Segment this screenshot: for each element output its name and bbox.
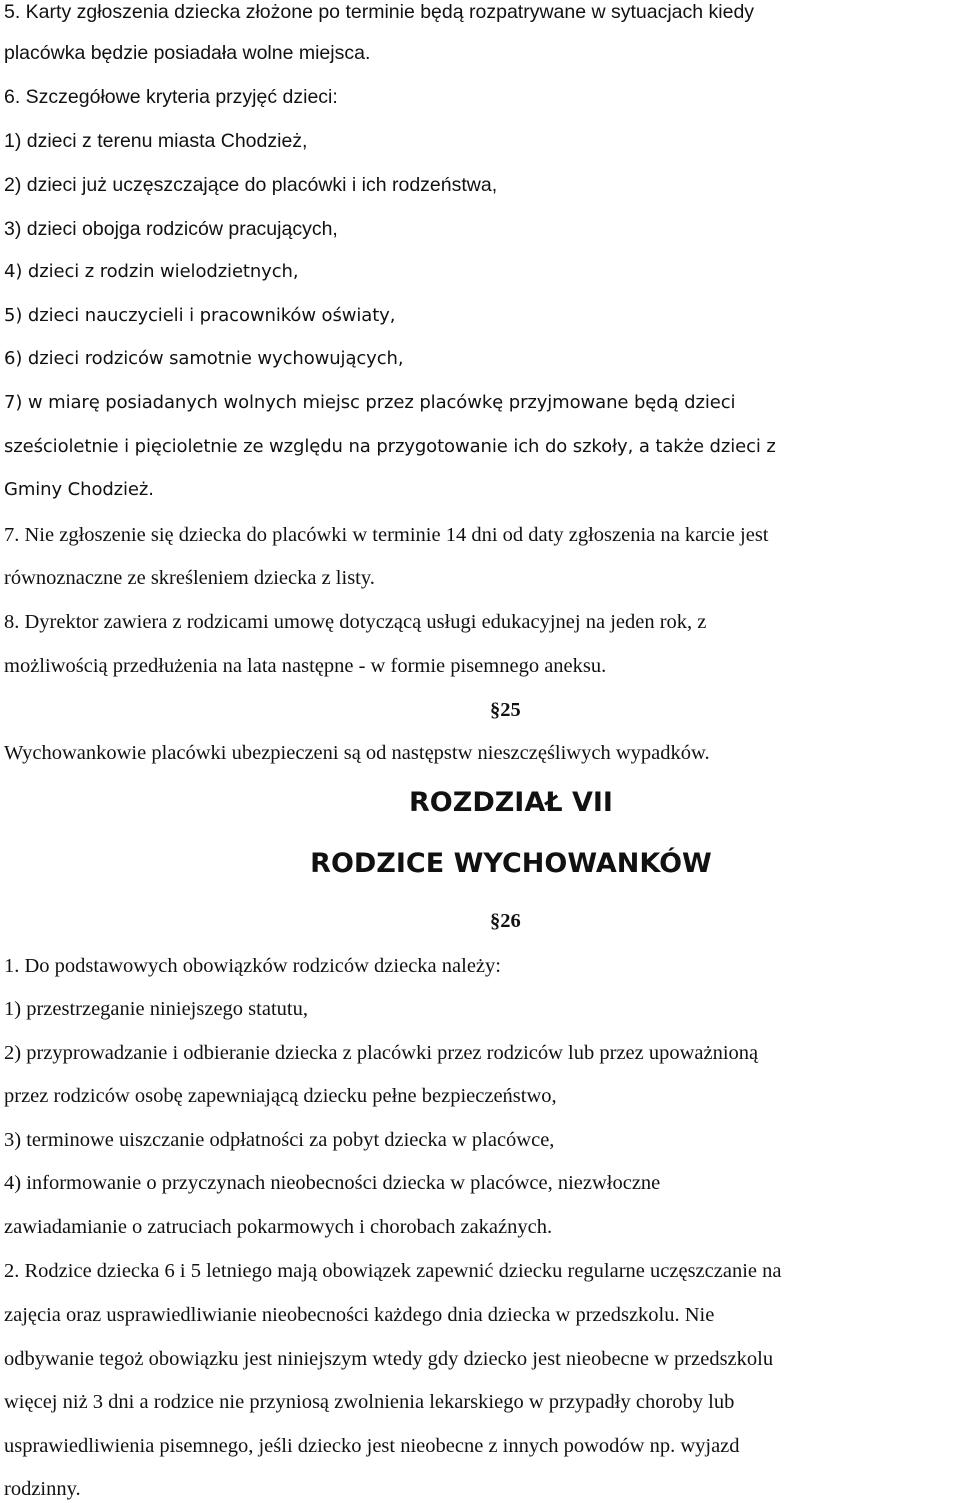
insurance-statement: Wychowankowie placówki ubezpieczeni są od następstw nieszczęśliwych wypadków. [4, 742, 710, 764]
section-26-point-2-line-5: usprawiedliwienia pisemnego, jeśli dziecko jest nieobecne z innych powodów np. wyjazd [4, 1435, 740, 1457]
duty-4-line-2: zawiadamianie o zatruciach pokarmowych i chorobach zakaźnych. [4, 1216, 553, 1238]
criterion-6: 6) dzieci rodziców samotnie wychowujących, [4, 348, 404, 369]
duty-4-line-1: 4) informowanie o przyczynach nieobecności dziecka w placówce, niezwłoczne [4, 1172, 661, 1194]
criterion-5: 5) dzieci nauczycieli i pracowników oświaty, [4, 305, 396, 326]
section-26-heading: §26 [490, 910, 521, 932]
duty-2-line-2: przez rodziców osobę zapewniającą dziecku pełne bezpieczeństwo, [4, 1085, 557, 1107]
section-26-point-1: 1. Do podstawowych obowiązków rodziców dziecka należy: [4, 955, 501, 977]
paragraph-7-line-2: równoznaczne ze skreśleniem dziecka z listy. [4, 567, 375, 589]
section-26-point-2-line-3: odbywanie tegoż obowiązku jest niniejszym wtedy gdy dziecko jest nieobecne w przedszkolu [4, 1348, 774, 1370]
chapter-title: ROZDZIAŁ VII [409, 787, 613, 818]
paragraph-5-line-1: 5. Karty zgłoszenia dziecka złożone po terminie będą rozpatrywane w sytuacjach kiedy [4, 1, 755, 23]
section-26-point-2-line-6: rodzinny. [4, 1478, 81, 1500]
section-25-heading: §25 [490, 699, 521, 721]
paragraph-7-line-1: 7. Nie zgłoszenie się dziecka do placówki w terminie 14 dni od daty zgłoszenia na karcie jest [4, 524, 769, 546]
criterion-7-line-3: Gminy Chodzież. [4, 479, 154, 500]
criterion-7-line-2: sześcioletnie i pięcioletnie ze względu na przygotowanie ich do szkoły, a także dzieci z [4, 436, 776, 457]
paragraph-8-line-2: możliwością przedłużenia na lata następne - w formie pisemnego aneksu. [4, 655, 607, 677]
section-26-point-2-line-4: więcej niż 3 dni a rodzice nie przyniosą zwolnienia lekarskiego w przypadły choroby lub [4, 1391, 735, 1413]
duty-1: 1) przestrzeganie niniejszego statutu, [4, 998, 308, 1020]
criterion-4: 4) dzieci z rodzin wielodzietnych, [4, 261, 299, 282]
duty-3: 3) terminowe uiszczanie odpłatności za pobyt dziecka w placówce, [4, 1129, 555, 1151]
duty-2-line-1: 2) przyprowadzanie i odbieranie dziecka z placówki przez rodziców lub przez upoważnioną [4, 1042, 759, 1064]
criterion-1: 1) dzieci z terenu miasta Chodzież, [4, 130, 308, 152]
section-26-point-2-line-1: 2. Rodzice dziecka 6 i 5 letniego mają obowiązek zapewnić dziecku regularne uczęszczanie na [4, 1260, 782, 1282]
paragraph-6-heading: 6. Szczegółowe kryteria przyjęć dzieci: [4, 86, 338, 108]
criterion-7-line-1: 7) w miarę posiadanych wolnych miejsc przez placówkę przyjmowane będą dzieci [4, 392, 736, 413]
paragraph-8-line-1: 8. Dyrektor zawiera z rodzicami umowę dotyczącą usługi edukacyjnej na jeden rok, z [4, 611, 707, 633]
section-26-point-2-line-2: zajęcia oraz usprawiedliwianie nieobecności każdego dnia dziecka w przedszkolu. Nie [4, 1304, 715, 1326]
chapter-subtitle: RODZICE WYCHOWANKÓW [310, 848, 712, 879]
paragraph-5-line-2: placówka będzie posiadała wolne miejsca. [4, 42, 371, 64]
criterion-2: 2) dzieci już uczęszczające do placówki i ich rodzeństwa, [4, 174, 498, 196]
criterion-3: 3) dzieci obojga rodziców pracujących, [4, 218, 338, 240]
